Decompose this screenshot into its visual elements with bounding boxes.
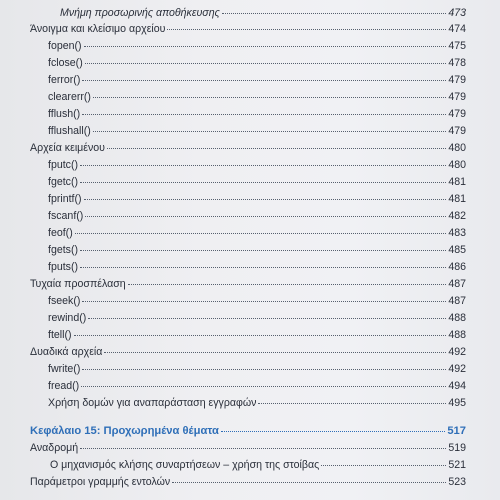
toc-entry: fclose() 478 — [48, 57, 466, 69]
toc-entry: fputs() 486 — [48, 261, 466, 273]
toc-entry: fprintf() 481 — [48, 193, 466, 205]
toc-entry: fflushall() 479 — [48, 125, 466, 137]
toc-entry: fopen() 475 — [48, 40, 466, 52]
toc-entry: ftell() 488 — [48, 329, 466, 341]
toc-section: Αρχεία κειμένου 480 — [30, 142, 466, 154]
toc-section: Δυαδικά αρχεία 492 — [30, 346, 466, 358]
toc-entry: fputc() 480 — [48, 159, 466, 171]
toc-entry: fread() 494 — [48, 380, 466, 392]
toc-entry: Χρήση δομών για αναπαράσταση εγγραφών 495 — [48, 397, 466, 409]
toc-entry: fwrite() 492 — [48, 363, 466, 375]
toc-entry: ferror() 479 — [48, 74, 466, 86]
toc-entry: fseek() 487 — [48, 295, 466, 307]
toc-section: Αναδρομή 519 — [30, 442, 466, 454]
toc-entry: clearerr() 479 — [48, 91, 466, 103]
toc-chapter-heading: Κεφάλαιο 15: Προχωρημένα θέματα 517 — [30, 425, 466, 437]
toc-section: Τυχαία προσπέλαση 487 — [30, 278, 466, 290]
toc-section: Άνοιγμα και κλείσιμο αρχείου 474 — [30, 23, 466, 35]
toc-section: Παράμετροι γραμμής εντολών 523 — [30, 476, 466, 488]
toc-entry: fscanf() 482 — [48, 210, 466, 222]
toc-entry: rewind() 488 — [48, 312, 466, 324]
toc-entry: fgets() 485 — [48, 244, 466, 256]
toc-entry: feof() 483 — [48, 227, 466, 239]
toc-entry: fgetc() 481 — [48, 176, 466, 188]
toc-entry: fflush() 479 — [48, 108, 466, 120]
toc-entry: Μνήμη προσωρινής αποθήκευσης 473 — [60, 7, 466, 19]
toc-entry: Ο μηχανισμός κλήσης συναρτήσεων – χρήση της στοίβας 521 — [50, 459, 466, 471]
